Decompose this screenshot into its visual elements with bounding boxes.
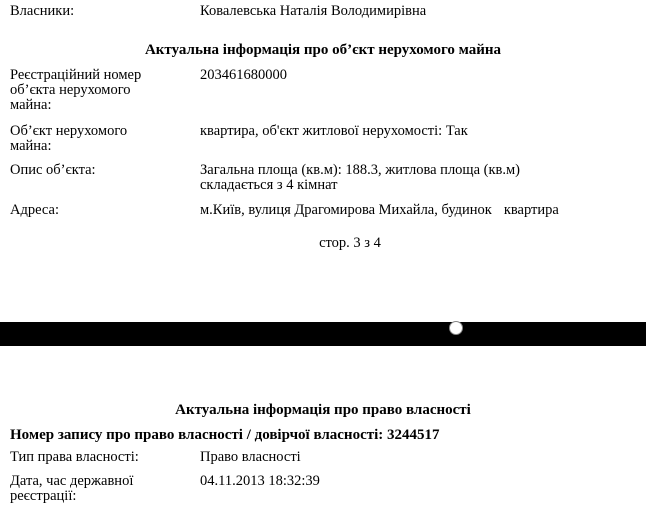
- reg-date-value: 04.11.2013 18:32:39: [200, 473, 320, 489]
- owners-value: Ковалевська Наталія Володимирівна: [200, 3, 427, 19]
- owners-label: Власники:: [10, 3, 75, 19]
- address-value: [200, 203, 630, 218]
- object-value: квартира, об'єкт житлової нерухомості: Так: [200, 123, 468, 139]
- page-break-divider: [0, 322, 646, 346]
- description-label: Опис об’єкта:: [10, 162, 96, 178]
- description-value: Загальна площа (кв.м): 188.3, житлова площа (кв.м) складається з 4 кімнат: [200, 162, 521, 193]
- right-type-label: Тип права власності:: [10, 449, 139, 465]
- document-page-4: [0, 346, 646, 507]
- cursor-circle-icon: [449, 321, 463, 335]
- right-type-value: Право власності: [200, 449, 301, 465]
- reg-number-value: 203461680000: [200, 67, 287, 83]
- property-section-heading: Актуальна інформація про об’єкт нерухомого майна: [144, 42, 502, 58]
- reg-number-label: Реєстраційний номер об’єкта нерухомого майна:: [10, 67, 142, 113]
- ownership-section-heading: Актуальна інформація про право власності: [175, 402, 471, 418]
- address-value-part2: квартира: [503, 202, 559, 218]
- object-label: Об’єкт нерухомого майна:: [10, 123, 128, 154]
- address-value-part1: м.Київ, вулиця Драгомирова Михайла, будинок: [200, 202, 492, 218]
- page-number: стор. 3 з 4: [319, 235, 381, 251]
- reg-date-label: Дата, час державної реєстрації:: [10, 473, 134, 504]
- address-label: Адреса:: [10, 202, 59, 218]
- record-number-heading: Номер запису про право власності / довірчої власності: 3244517: [10, 427, 440, 443]
